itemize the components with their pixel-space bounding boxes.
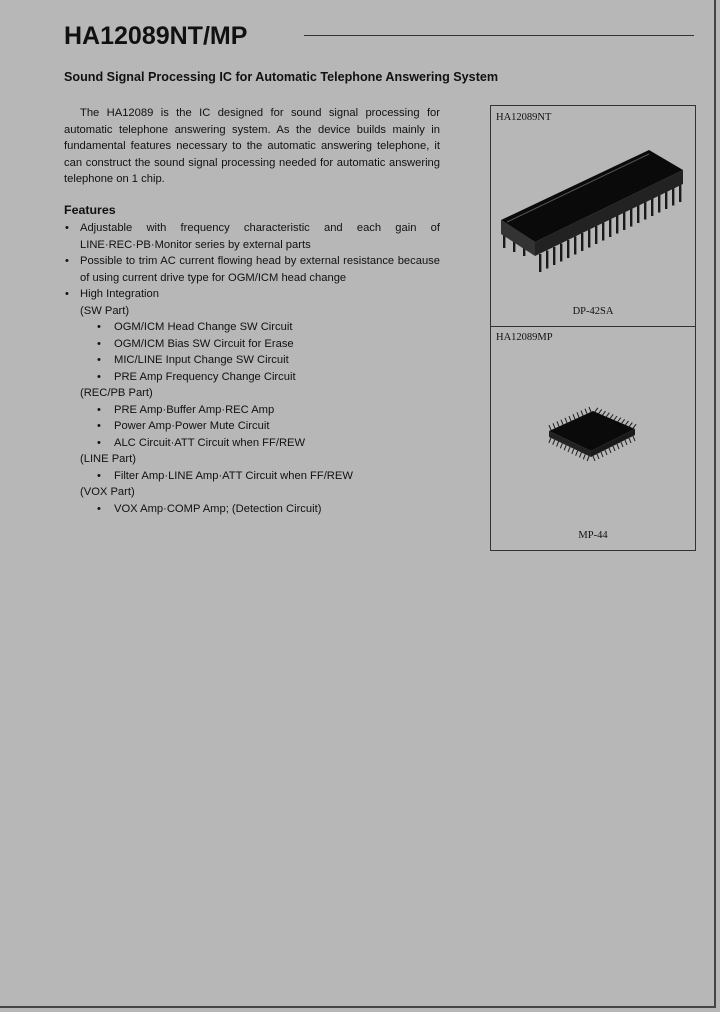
feature-item: [64, 253, 440, 286]
features-heading: Features: [64, 203, 116, 217]
chip-lead: [625, 440, 627, 445]
sub-item-text: PRE Amp·Buffer Amp·REC Amp: [114, 403, 275, 416]
chip-lead: [601, 452, 603, 457]
chip-lead: [602, 223, 604, 241]
chip-lead: [560, 443, 562, 448]
chip-lead: [629, 423, 632, 427]
sub-item: [64, 402, 440, 419]
feature-text: Possible to trim AC current flowing head by external resistance because of using current drive type for OGM/ICM head change: [80, 255, 440, 284]
chip-lead: [625, 421, 628, 425]
chip-lead: [630, 209, 632, 227]
chip-lead: [605, 450, 607, 455]
sub-item-text: OGM/ICM Head Change SW Circuit: [114, 321, 293, 333]
chip-lead: [658, 195, 660, 213]
bullet-icon: •: [97, 420, 101, 432]
chip-lead: [581, 233, 583, 251]
chip-lead: [565, 418, 567, 423]
dip-chip-icon: [499, 146, 691, 281]
sub-item: [64, 319, 440, 336]
chip-lead: [561, 420, 563, 425]
package-figure-box: [490, 105, 696, 551]
chip-lead: [637, 205, 639, 223]
sub-item: [64, 352, 440, 369]
chip-lead: [573, 414, 575, 419]
chip-lead: [614, 416, 617, 420]
sub-item-text: OGM/ICM Bias SW Circuit for Erase: [114, 337, 294, 350]
group-label-rec-pb: (REC/PB Part): [80, 387, 153, 399]
chip-lead: [546, 251, 548, 269]
sub-item: [64, 435, 440, 452]
feature-item: [64, 220, 440, 253]
chip-lead: [568, 447, 570, 452]
chip-lead: [574, 237, 576, 255]
chip-lead: [579, 452, 581, 457]
header: [64, 22, 696, 58]
features-list: [64, 220, 440, 517]
chip-lead: [629, 438, 631, 443]
bullet-icon: •: [97, 469, 101, 482]
chip-lead: [572, 449, 574, 454]
chip-lead: [581, 411, 583, 416]
chip-lead: [557, 442, 559, 447]
package-divider: [491, 326, 695, 327]
chip-lead: [597, 454, 599, 459]
bullet-icon: •: [97, 321, 101, 333]
chip-lead: [621, 442, 623, 447]
chip-lead: [679, 184, 681, 202]
chip-lead: [623, 212, 625, 230]
chip-lead: [589, 407, 591, 412]
chip-lead: [617, 444, 619, 449]
feature-text: High Integration: [80, 288, 159, 300]
sub-item-text: VOX Amp·COMP Amp; (Detection Circuit): [114, 502, 322, 515]
chip-lead: [610, 414, 613, 418]
chip-lead: [616, 216, 618, 234]
chip-lead: [644, 202, 646, 220]
chip-lead: [609, 448, 611, 453]
chip-lead: [583, 454, 585, 459]
chip-lead: [633, 424, 636, 428]
chip-lead: [553, 423, 555, 428]
bullet-icon: •: [65, 255, 69, 267]
chip-lead: [587, 456, 589, 461]
group-label-line: (LINE Part): [80, 453, 136, 465]
bullet-icon: •: [97, 502, 101, 515]
chip-lead: [599, 409, 602, 413]
feature-item: [64, 286, 440, 303]
chip-lead: [606, 413, 609, 417]
chip-lead: [595, 226, 597, 244]
chip-lead: [609, 219, 611, 237]
chip-lead: [618, 418, 621, 422]
package-name-nt: HA12089NT: [496, 112, 552, 123]
bullet-icon: •: [97, 354, 101, 366]
bullet-icon: •: [97, 337, 101, 350]
chip-lead: [560, 244, 562, 262]
sub-item: [64, 501, 440, 518]
chip-lead: [672, 188, 674, 206]
sub-item: [64, 336, 440, 353]
chip-lead: [593, 456, 595, 461]
chip-lead: [549, 425, 551, 430]
sub-item-text: Power Amp·Power Mute Circuit: [114, 420, 270, 432]
feature-text: Adjustable with frequency characteristic and each gain of LINE·REC·PB·Monitor series by external parts: [80, 222, 440, 251]
intro-paragraph: The HA12089 is the IC designed for sound signal processing for automatic telephone answering system. As the device builds mainly in fundamental features necessary to the automatic answering telephone, it can construct the sound signal processing needed for automatic answering telephone on 1 chip.: [64, 107, 440, 186]
package-type-mp44: MP-44: [578, 530, 608, 541]
group-label-sw: (SW Part): [80, 304, 130, 317]
page-subtitle: Sound Signal Processing IC for Automatic Telephone Answering System: [64, 70, 499, 84]
chip-lead: [553, 440, 555, 445]
page-title: HA12089NT/MP: [64, 22, 248, 50]
chip-lead: [622, 419, 625, 423]
sub-item-text: Filter Amp·LINE Amp·ATT Circuit when FF/REW: [114, 469, 353, 482]
chip-lead: [577, 412, 579, 417]
bullet-icon: •: [97, 436, 101, 449]
bullet-icon: •: [65, 222, 69, 234]
sub-item-text: MIC/LINE Input Change SW Circuit: [114, 354, 289, 366]
chip-lead: [539, 254, 541, 272]
chip-lead: [564, 445, 566, 450]
chip-lead: [585, 409, 587, 414]
title-rule: [304, 35, 694, 36]
package-name-mp: HA12089MP: [496, 332, 553, 343]
group-label-vox: (VOX Part): [80, 486, 135, 498]
chip-lead: [651, 198, 653, 216]
sub-item: [64, 418, 440, 435]
package-type-dp42sa: DP-42SA: [572, 306, 614, 317]
chip-lead: [557, 421, 559, 426]
chip-lead: [553, 247, 555, 265]
bullet-icon: •: [65, 288, 69, 300]
chip-lead: [603, 411, 606, 415]
chip-lead: [567, 240, 569, 258]
chip-lead: [549, 438, 551, 443]
sub-item: [64, 369, 440, 386]
sub-item-text: PRE Amp Frequency Change Circuit: [114, 370, 296, 383]
chip-lead: [588, 230, 590, 248]
chip-lead: [595, 408, 598, 412]
chip-lead: [633, 436, 635, 441]
chip-lead: [665, 191, 667, 209]
chip-lead: [569, 416, 571, 421]
bullet-icon: •: [97, 370, 101, 383]
sub-item: [64, 468, 440, 485]
chip-lead: [613, 446, 615, 451]
qfp-chip-icon: [541, 401, 641, 469]
sub-item-text: ALC Circuit·ATT Circuit when FF/REW: [114, 436, 306, 449]
bullet-icon: •: [97, 403, 101, 416]
chip-lead: [576, 451, 578, 456]
